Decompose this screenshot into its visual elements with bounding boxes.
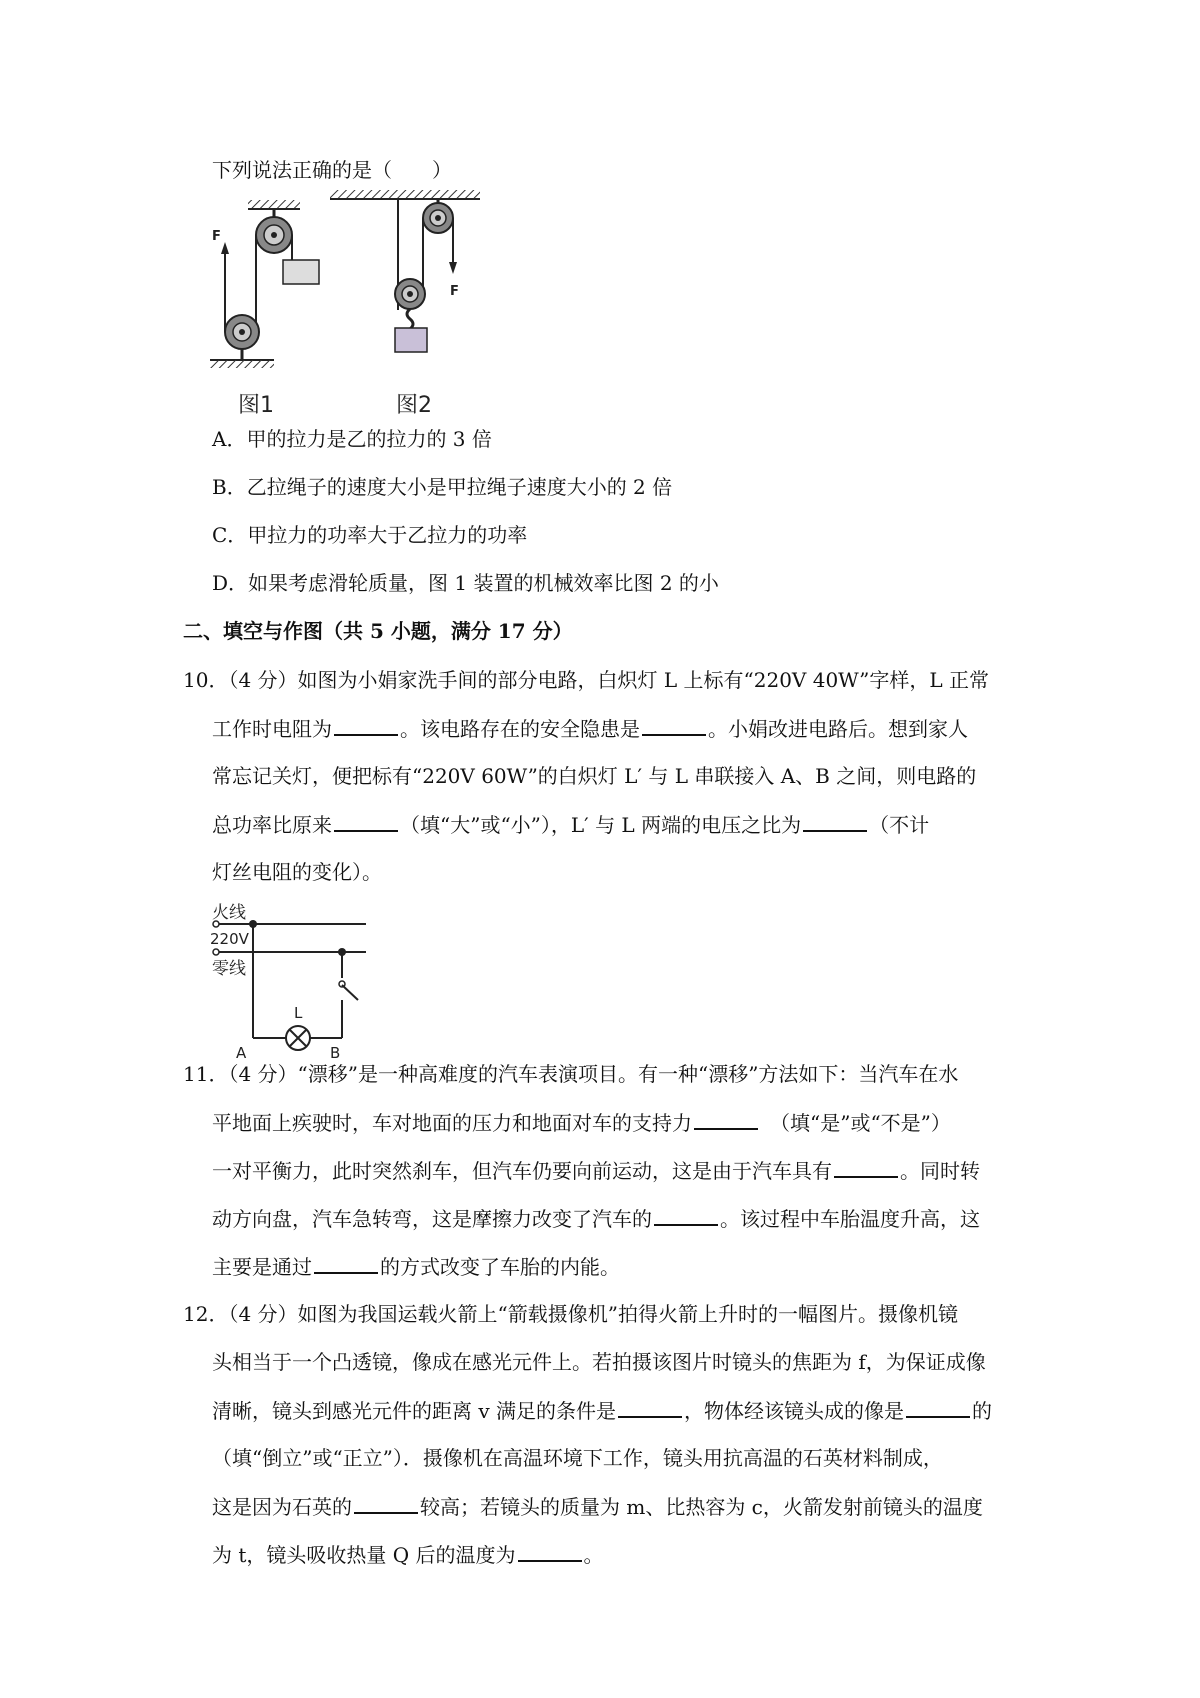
q10-line-4 <box>212 810 929 839</box>
q11-text: 。该过程中车胎温度升高，这 <box>720 1207 980 1231</box>
option-d-text: 如果考虑滑轮质量，图 1 装置的机械效率比图 2 的小 <box>248 571 719 595</box>
q12-line-6 <box>212 1540 604 1569</box>
option-d-letter: D． <box>212 571 249 595</box>
answer-blank[interactable] <box>642 714 706 736</box>
q10-text: 。该电路存在的安全隐患是 <box>400 717 640 741</box>
q12-line-3 <box>212 1396 992 1425</box>
q11-text: 动方向盘，汽车急转弯，这是摩擦力改变了汽车的 <box>212 1207 652 1231</box>
answer-blank[interactable] <box>654 1204 718 1226</box>
q12-text: 较高；若镜头的质量为 m、比热容为 c，火箭发射前镜头的温度 <box>420 1495 983 1519</box>
question-stem: 下列说法正确的是（ ） <box>212 158 452 182</box>
answer-blank[interactable] <box>834 1156 898 1178</box>
q12-line-2: 头相当于一个凸透镜，像成在感光元件上。若拍摄该图片时镜头的焦距为 f，为保证成像 <box>212 1350 986 1374</box>
answer-blank[interactable] <box>334 810 398 832</box>
q12-text: 的 <box>972 1399 993 1423</box>
live-wire-label: 火线 <box>212 903 246 923</box>
option-a-letter: A． <box>212 427 247 451</box>
figure-1-label: 图1 <box>238 393 274 418</box>
point-b-label: B <box>330 1044 341 1060</box>
pulley-figures <box>210 190 530 420</box>
q11-text: （填“是”或“不是”） <box>780 1111 951 1135</box>
option-c <box>212 521 527 549</box>
q10-text: 。小娟改进电路后。想到家人 <box>708 717 968 741</box>
q12-line-5 <box>212 1492 983 1521</box>
circuit-diagram <box>208 900 398 1060</box>
force-label-1: F <box>212 229 221 244</box>
option-b-letter: B． <box>212 475 247 499</box>
q11-text: 一对平衡力，此时突然刹车，但汽车仍要向前运动，这是由于汽车具有 <box>212 1159 832 1183</box>
answer-blank[interactable] <box>334 714 398 736</box>
figure-1-pulley <box>210 200 319 418</box>
force-label-2: F <box>450 284 459 299</box>
answer-blank[interactable] <box>618 1396 682 1418</box>
q10-text: （填“大”或“小”），L′ 与 L 两端的电压之比为 <box>400 813 802 837</box>
q12-line-4: （填“倒立”或“正立”）．摄像机在高温环境下工作，镜头用抗高温的石英材料制成， <box>212 1446 943 1470</box>
answer-blank[interactable] <box>518 1540 582 1562</box>
neutral-wire-label: 零线 <box>212 959 246 979</box>
option-c-text: 甲拉力的功率大于乙拉力的功率 <box>247 523 528 547</box>
q11-line-1: 11．（4 分）“漂移”是一种高难度的汽车表演项目。有一种“漂移”方法如下：当汽车在水 <box>183 1062 959 1086</box>
option-b <box>212 473 672 501</box>
q12-line-1: 12．（4 分）如图为我国运载火箭上“箭载摄像机”拍得火箭上升时的一幅图片。摄像机镜 <box>183 1302 958 1326</box>
q10-line-3: 常忘记关灯，便把标有“220V 60W”的白炽灯 L′ 与 L 串联接入 A、B 之间，则电路的 <box>212 764 977 788</box>
answer-blank[interactable] <box>803 810 867 832</box>
q10-text: （不计 <box>869 813 930 837</box>
q11-line-5 <box>212 1252 620 1281</box>
answer-blank[interactable] <box>354 1492 418 1514</box>
q10-line-2 <box>212 714 968 743</box>
figure-2-label: 图2 <box>396 393 432 418</box>
q11-text: 平地面上疾驶时，车对地面的压力和地面对车的支持力 <box>212 1111 692 1135</box>
option-d <box>212 569 719 597</box>
figure-2-pulley <box>330 190 480 418</box>
option-a-text: 甲的拉力是乙的拉力的 3 倍 <box>246 427 492 451</box>
answer-blank[interactable] <box>314 1252 378 1274</box>
q12-text: 。 <box>583 1543 604 1567</box>
q11-line-2 <box>212 1108 951 1137</box>
q10-text: 总功率比原来 <box>212 813 332 837</box>
q10-text: 工作时电阻为 <box>212 717 332 741</box>
switch <box>342 985 358 1000</box>
point-a-label: A <box>236 1044 247 1060</box>
q12-text: 清晰，镜头到感光元件的距离 v 满足的条件是 <box>212 1399 617 1423</box>
section-title: 二、填空与作图（共 5 小题，满分 17 分） <box>183 619 573 643</box>
option-c-letter: C． <box>212 523 248 547</box>
q12-text: 这是因为石英的 <box>212 1495 352 1519</box>
voltage-label: 220V <box>210 930 249 948</box>
q12-text: 为 t，镜头吸收热量 Q 后的温度为 <box>212 1543 516 1567</box>
option-b-text: 乙拉绳子的速度大小是甲拉绳子速度大小的 2 倍 <box>246 475 673 499</box>
q11-text: 主要是通过 <box>212 1255 312 1279</box>
q10-line-5: 灯丝电阻的变化）。 <box>212 860 382 884</box>
q11-text: 。同时转 <box>900 1159 980 1183</box>
q11-line-4 <box>212 1204 980 1233</box>
answer-blank[interactable] <box>906 1396 970 1418</box>
q12-text: ，物体经该镜头成的像是 <box>684 1399 905 1423</box>
q11-line-3 <box>212 1156 980 1185</box>
q11-text: 的方式改变了车胎的内能。 <box>380 1255 620 1279</box>
option-a <box>212 425 492 453</box>
lamp-label: L <box>294 1004 303 1022</box>
q10-line-1: 10．（4 分）如图为小娟家洗手间的部分电路，白炽灯 L 上标有“220V 40W”字样，L 正常 <box>183 668 989 692</box>
answer-blank[interactable] <box>694 1108 758 1130</box>
